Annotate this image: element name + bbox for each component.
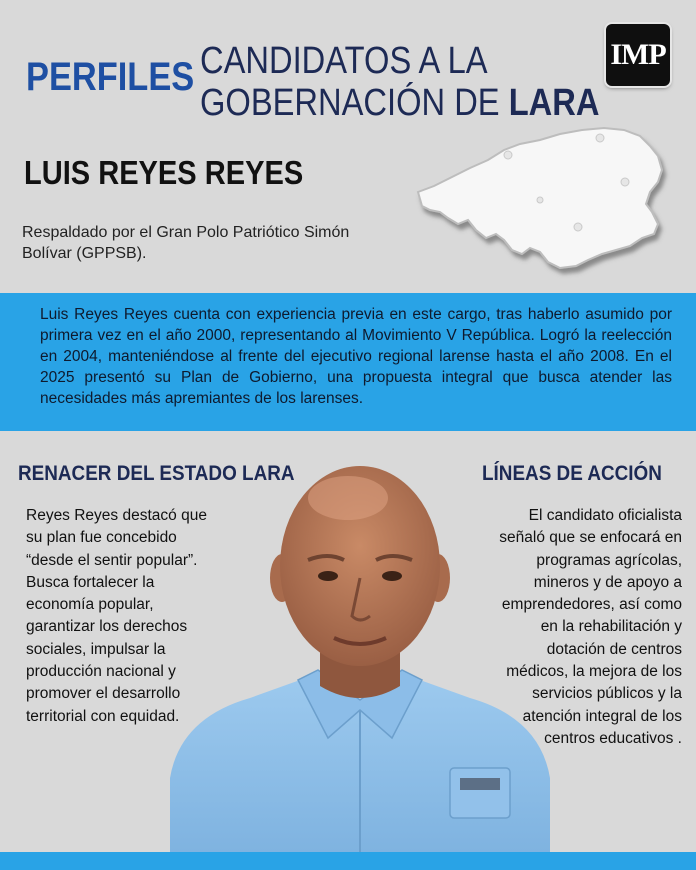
logo-text: IMP	[610, 38, 666, 71]
imp-logo-icon	[606, 24, 670, 86]
page-title-line2-bold: LARA	[508, 82, 600, 124]
section-title-right: LÍNEAS DE ACCIÓN	[482, 462, 662, 485]
section-text-right: El candidato oficialista señaló que se enfocará en programas agrícolas, mineros y de apoyo a emprendedores, así como en la rehabilitación y dotación de centros médicos, la mejora de los servicios públicos y la atención integral de los centros educativos .	[499, 507, 682, 747]
bottom-bar	[0, 852, 696, 870]
candidate-name: LUIS REYES REYES	[24, 154, 304, 191]
bio-text: Luis Reyes Reyes cuenta con experiencia previa en este cargo, tras haberlo asumido por primera vez en el año 2000, representando al Movimiento V República. Logró la reelección en 2004, manteniéndose al frente del ejecutivo regional larense hasta el año 2008. En el 2025 presentó su Plan de Gobierno, una propuesta integral que busca atender las necesidades más apremiantes de los larenses.	[40, 306, 672, 407]
page-title-line2-prefix: GOBERNACIÓN DE	[200, 82, 509, 124]
candidate-support: Respaldado por el Gran Polo Patriótico Simón Bolívar (GPPSB).	[22, 224, 350, 262]
section-text-left: Reyes Reyes destacó que su plan fue concebido “desde el sentir popular”. Busca fortalecer la economía popular, garantizar los derechos sociales, impulsar la producción nacional y promover el desarrollo territorial con equidad.	[26, 507, 207, 725]
page-title-line1: CANDIDATOS A LA	[200, 40, 488, 82]
section-title-left: RENACER DEL ESTADO LARA	[18, 462, 295, 485]
lara-state-map-icon	[400, 120, 680, 280]
header-label: PERFILES	[26, 55, 195, 99]
page-title-line2	[200, 82, 599, 124]
